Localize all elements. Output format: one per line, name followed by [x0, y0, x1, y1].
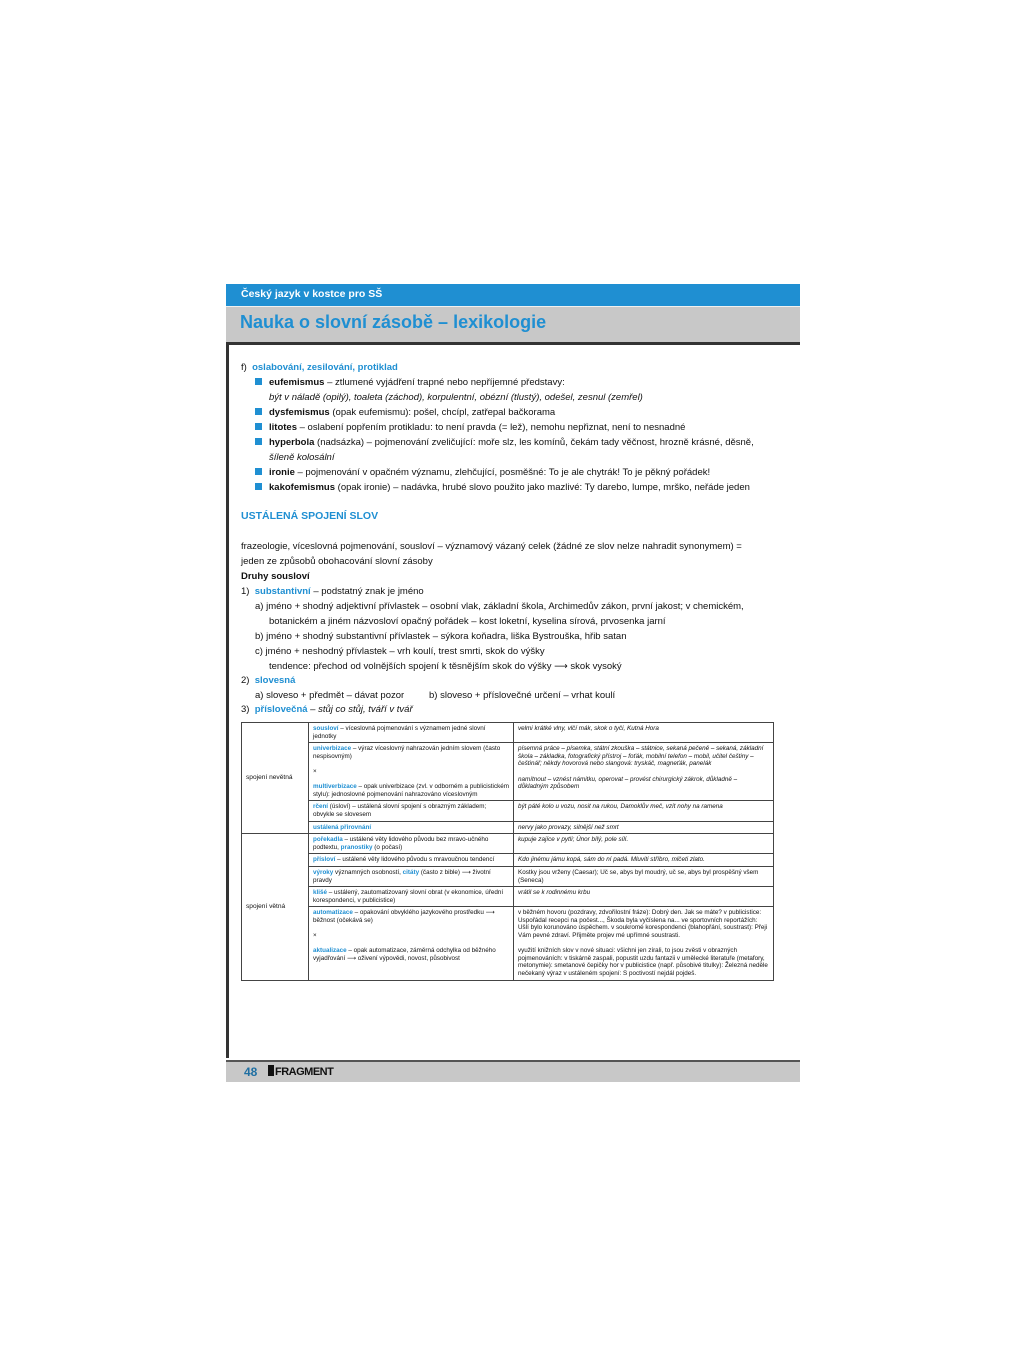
- list-item: 2) slovesná: [241, 675, 296, 686]
- table-row: [242, 834, 774, 854]
- list-subitem: tendence: přechod od volnějších spojení k těsnějším skok do výšky ⟶ skok vysoký: [269, 661, 622, 672]
- example-cell: Kostky jsou vrženy (Caesar); Uč se, abys byl moudrý, uč se, abys byl prospěšný všem (Seneca): [514, 866, 774, 886]
- paragraph-line: frazeologie, víceslovná pojmenování, sousloví – významový vázaný celek (žádné ze slov nelze nahradit synonymem) =: [241, 541, 742, 552]
- publisher-logo: FRAGMENT: [268, 1065, 333, 1078]
- bullet-icon: [255, 408, 262, 415]
- list-item: 3) příslovečná – stůj co stůj, tváří v tvář: [241, 704, 413, 715]
- chapter-title: Nauka o slovní zásobě – lexikologie: [240, 312, 547, 332]
- term-cell: univerbizace – výraz víceslovný nahrazován jedním slovem (často nespisovným) × multiverbizace – opak univerbizace (zvl. v odborném a publicistickém stylu): jednoslovné pojmenování nahrazováno víceslovným: [309, 743, 514, 801]
- term-cell: rčení (úsloví) – ustálená slovní spojení s obrazným základem; obvykle se slovesem: [309, 801, 514, 821]
- example-cell: nervy jako provazy, silnější než smrt: [514, 821, 774, 834]
- list-subitem: botanickém a jiném názvosloví opačný pořádek – kost loketní, kyselina sírová, prvosenka jarní: [269, 616, 666, 627]
- list-subitem: c) jméno + neshodný přívlastek – vrh koulí, trest smrti, skok do výšky: [255, 646, 545, 657]
- table-row: [242, 743, 774, 801]
- bullet-icon: [255, 483, 262, 490]
- example-cell: písemná práce – písemka, státní zkouška – státnice, sekaná pečeně – sekaná, základní škola – základka, fotografický přístroj – foťák, mobilní telefon – mobil, učitel češtiny – češtinář; někdy hovorová nebo slangová: tryskáč, magneťák, panelák namítnout – vznést námitku, operovat – provést chirurgický zákrok, důkladně – důkladným způsobem: [514, 743, 774, 801]
- example-cell: Kdo jinému jámu kopá, sám do ní padá. Mluviti stříbro, mlčeti zlato.: [514, 854, 774, 867]
- term-cell: ustálená přirovnání: [309, 821, 514, 834]
- table-row: [242, 907, 774, 980]
- example-cell: kupuje zajíce v pytli; Únor bílý, pole sílí.: [514, 834, 774, 854]
- term-cell: klišé – ustálený, zautomatizovaný slovní obrat (v ekonomice, úřední korespondenci, v publicistice): [309, 887, 514, 907]
- chapter-title-bar: [226, 306, 800, 344]
- paragraph-line: jeden ze způsobů obohacování slovní zásoby: [241, 556, 433, 567]
- page-number: 48: [244, 1065, 258, 1079]
- term-cell: výroky významných osobností, citáty (často z bible) ⟶ životní pravdy: [309, 866, 514, 886]
- list-subitem: b) jméno + shodný substantivní přívlastek – sýkora koňadra, liška Bystrouška, hřib satan: [255, 631, 627, 642]
- term-cell: pořekadla – ustálené věty lidového původu bez mravo-učného podtextu, pranostiky (o počasí): [309, 834, 514, 854]
- section-f-heading: f) oslabování, zesilování, protiklad: [241, 362, 398, 373]
- page-content: [226, 345, 800, 1057]
- term-cell: automatizace – opakování obvyklého jazykového prostředku ⟶ běžnost (očekává se) × aktualizace – opak automatizace, záměrná odchylka od běžného vyjadřování ⟶ oživení výpovědi, novost, působivost: [309, 907, 514, 980]
- category-cell: spojení nevětná: [242, 723, 309, 834]
- example-cell: v běžném hovoru (pozdravy, zdvořilostní fráze): Dobrý den. Jak se máte? v publicistice: Uspořádal recepci na počest..., Škoda byla vyčíslena na... ve sportovních reportážích: Ušlí bylo korunováno úspěchem. v soukromé korespondenci (blahopřání, soustrast): Přeji Vám pevné zdraví. Přijměte projev mé upřímné soustrasti. využití knižních slov v nové situaci: všichni jen zírali, to jsou zvěsti v obrazných pojmenováních: v tiskárně zaspali, popustit uzdu fantazii v umělecké literatuře (metafory, metonymie): smetanové čepičky hor v publicistice (např. působivé titulky): Železná neděle nečekaný výraz v ustáleném spojení: S poctivostí nejdál pojdeš.: [514, 907, 774, 980]
- book-title: Český jazyk v kostce pro SŠ: [241, 288, 383, 300]
- list-subitem: a) jméno + shodný adjektivní přívlastek – osobní vlak, základní škola, Archimedův zákon, první jakost; v chemickém,: [255, 601, 744, 612]
- list-item: dysfemismus (opak eufemismu): pošel, chcípl, zatřepal bačkorama: [255, 407, 555, 419]
- example-cell: vrátil se k rodinnému krbu: [514, 887, 774, 907]
- list-item: eufemismus – ztlumené vyjádření trapné nebo nepříjemné představy:: [255, 377, 565, 389]
- logo-mark-icon: [268, 1065, 274, 1076]
- book-page: [226, 284, 800, 1082]
- section-heading: USTÁLENÁ SPOJENÍ SLOV: [241, 510, 379, 522]
- category-cell: spojení větná: [242, 834, 309, 981]
- table-row: [242, 821, 774, 834]
- page-footer: [226, 1060, 800, 1082]
- list-item: 1) substantivní – podstatný znak je jméno: [241, 586, 424, 597]
- subheading: Druhy sousloví: [241, 571, 310, 582]
- bullet-icon: [255, 423, 262, 430]
- list-item: kakofemismus (opak ironie) – nadávka, hrubé slovo použito jako mazlivé: Ty darebo, lumpe, mrško, neřáde jeden: [255, 482, 750, 494]
- list-item: litotes – oslabení popřením protikladu: to není pravda (= lež), nemohu nepřiznat, není to nesnadné: [255, 422, 685, 434]
- table-row: [242, 854, 774, 867]
- list-item: hyperbola (nadsázka) – pojmenování zveličující: moře slz, les komínů, čekám tady věčnost, hrozně krásné, děsně,: [255, 437, 754, 449]
- book-title-bar: [226, 284, 800, 306]
- bullet-icon: [255, 378, 262, 385]
- list-item-continuation: šíleně kolosální: [269, 452, 335, 463]
- list-item-continuation: být v náladě (opilý), toaleta (záchod), korpulentní, obézní (tlustý), odešel, zesnul (zemřel): [269, 392, 643, 403]
- term-cell: přísloví – ustálené věty lidového původu s mravoučnou tendencí: [309, 854, 514, 867]
- table-row: [242, 723, 774, 743]
- table-row: [242, 866, 774, 886]
- example-cell: velmi krátké vlny, vlčí mák, skok o tyči, Kutná Hora: [514, 723, 774, 743]
- bullet-icon: [255, 468, 262, 475]
- example-cell: být páté kolo u vozu, nosit na rukou, Damoklův meč, vzít nohy na ramena: [514, 801, 774, 821]
- collocation-table: [241, 722, 774, 981]
- table-row: [242, 801, 774, 821]
- bullet-icon: [255, 438, 262, 445]
- term-cell: sousloví – víceslovná pojmenování s významem jedné slovní jednotky: [309, 723, 514, 743]
- table-row: [242, 887, 774, 907]
- list-subitem: b) sloveso + příslovečné určení – vrhat koulí: [429, 690, 616, 701]
- list-subitem: a) sloveso + předmět – dávat pozor: [255, 690, 405, 701]
- list-item: ironie – pojmenování v opačném významu, zlehčující, posměšné: To je ale chytrák! To je pěkný pořádek!: [255, 467, 710, 479]
